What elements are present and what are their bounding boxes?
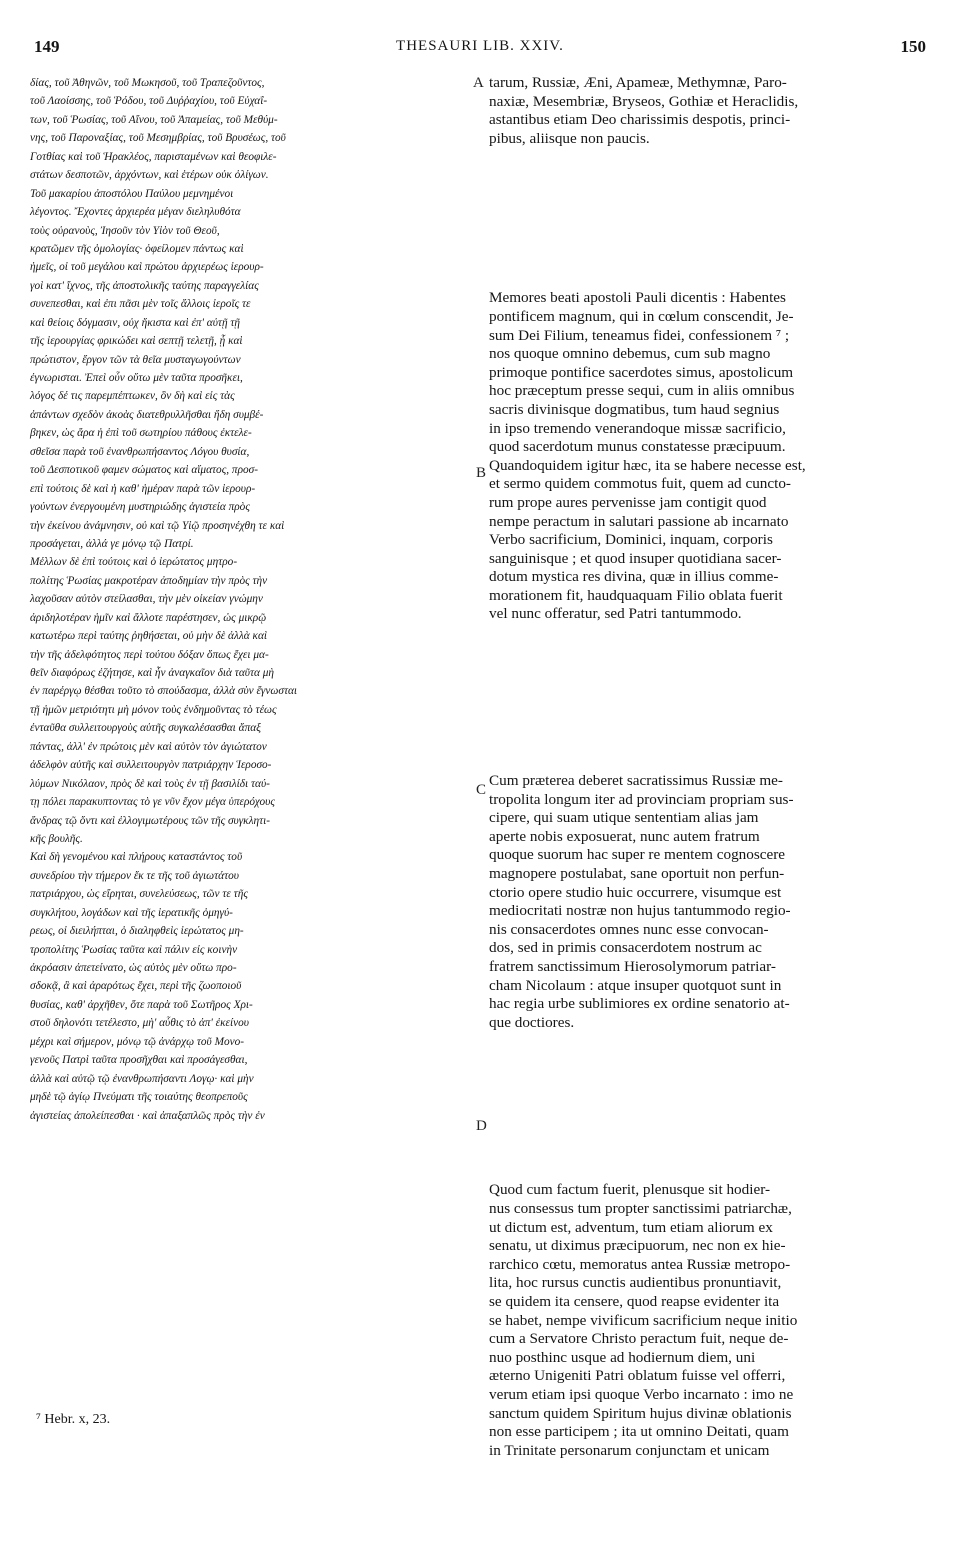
- margin-marker-c: C: [476, 782, 487, 798]
- text-line: mediocritati nostræ non hujus tantummodo regio-: [489, 902, 791, 920]
- text-line: se quidem ita censere, quod reapse evidenter ita: [489, 1292, 780, 1310]
- text-line: γενοῦς Πατρὶ ταῦτα προσῆχθαι καὶ προσάγεσθαι,: [30, 1054, 248, 1067]
- text-line: pontificem magnum, qui in cœlum conscendit, Je-: [489, 307, 794, 325]
- text-line: μηδὲ τῷ ἁγίῳ Πνεύματι τῆς τοιαύτης θεοπρεποῦς: [30, 1091, 248, 1104]
- text-line: Τοῦ μακαρίου ἀποστόλου Παύλου μεμνημένοι: [30, 187, 234, 200]
- text-line: ἀριδηλοτέραν ἡμῖν καὶ ἄλλοτε παρέστησεν, ὡς μικρῷ: [30, 611, 267, 624]
- margin-marker-d: D: [476, 1118, 487, 1134]
- text-line: συνεπεσθαι, καὶ ἐπι πᾶσι μὲν τοῖς ἄλλοις ἱεροῖς τε: [30, 298, 251, 311]
- text-line: astantibus etiam Deo charissimis despotis, princi-: [489, 111, 791, 129]
- text-line: rum prope aures pervenisse jam contigit quod: [489, 493, 767, 511]
- text-line: συγκλήτου, λογάδων καὶ τῆς ἱερατικῆς ὁμηγύ-: [30, 906, 233, 919]
- text-line: των, τοῦ Ῥωσίας, τοῦ Αἴνου, τοῦ Ἀπαμείας, τοῦ Μεθύμ-: [30, 113, 278, 126]
- text-line: Quod cum factum fuerit, plenusque sit hodier-: [489, 1181, 771, 1199]
- text-line: ἐγνωρισται. Ἐπεὶ οὖν οὕτω μὲν ταῦτα προσῆκει,: [30, 372, 243, 384]
- text-line: in ipso tremendo venerandoque missæ sacrificio,: [489, 419, 786, 437]
- text-line: lita, hoc rursus cunctis audientibus pronuntiavit,: [489, 1274, 782, 1292]
- text-line: σθεῖσα παρὰ τοῦ ἐνανθρωπήσαντος Λόγου θυσία,: [30, 445, 250, 458]
- text-line: pibus, aliisque non paucis.: [489, 129, 650, 147]
- text-line: et sermo quidem commotus fuit, quem ad cuncto-: [489, 475, 791, 493]
- text-line: nuo posthinc usque ad hodiernum diem, uni: [489, 1348, 756, 1366]
- text-line: ἁγιστείας ἀπολείπεσθαι · καὶ ἁπαξαπλῶς πρὸς τὴν ἐν: [30, 1109, 265, 1122]
- text-line: νης, τοῦ Παροναξίας, τοῦ Μεσημβρίας, τοῦ Βρυσέως, τοῦ: [30, 132, 286, 145]
- text-line: hoc præceptum presse sequi, cum in aliis omnibus: [489, 382, 795, 400]
- latin-column: [489, 74, 919, 1460]
- text-line: quoque suorum hac super re mentem cognoscere: [489, 846, 786, 864]
- text-line: morationem fit, haudquaquam Filio oblata fuerit: [489, 586, 783, 604]
- text-line: στάτων δεσποτῶν, ἀρχόντων, καὶ ἑτέρων οὐκ ὀλίγων.: [30, 169, 269, 182]
- text-line: primoque pontifice sacerdotes simus, apostolicum: [489, 363, 794, 381]
- text-line: verum etiam ipsi quoque Verbo incarnato : imo ne: [489, 1385, 794, 1403]
- text-line: πρώτιστον, ἔργον τῶν τὰ θεῖα μυσταγωγούντων: [30, 353, 241, 366]
- text-line: τοῦ Λαοίσσης, τοῦ Ῥόδου, τοῦ Δυῤῥαχίου, τοῦ Εὐχαΐ-: [30, 95, 268, 108]
- text-line: cham Nicolaum : atque insuper quotquot sunt in: [489, 976, 782, 994]
- text-line: ctorio opere studio huic occurrere, visumque est: [489, 883, 782, 901]
- text-line: κῆς βουλῆς.: [30, 832, 83, 845]
- text-line: nos quoque omnino debemus, cum sub magno: [489, 345, 771, 363]
- text-line: sanctum quidem Spiritum hujus divinæ oblationis: [489, 1404, 792, 1422]
- text-line: λόγος δέ τις παρεμπέπτωκεν, ὃν δὴ καὶ εἰς τὰς: [30, 390, 235, 403]
- text-line: nempe peractum in salutari passione ab incarnato: [489, 512, 789, 530]
- text-line: ἡμεῖς, οἱ τοῦ μεγάλου καὶ πρώτου ἀρχιερέως ἱερουρ-: [30, 261, 264, 274]
- greek-paragraph-4: [30, 848, 470, 1125]
- margin-marker-b: B: [476, 465, 487, 481]
- text-line: Cum præterea deberet sacratissimus Russiæ me-: [489, 772, 783, 790]
- text-line: σδοκᾷ, ἃ καὶ ἀραρότως ἔχει, περὶ τῆς ζωοποιοῦ: [30, 980, 242, 993]
- text-line: θυσίας, καθ' ἀρχῆθεν, ὅτε παρὰ τοῦ Σωτῆρος Χρι-: [30, 998, 253, 1011]
- text-line: æterno Unigeniti Patri oblatum fuisse vel offerri,: [489, 1367, 786, 1385]
- text-line: sanguinisque ; et quod insuper quotidiana sacer-: [489, 549, 782, 567]
- text-line: επὶ τούτοις δὲ καὶ ἡ καθ' ἡμέραν παρὰ τῶν ἱερουρ-: [30, 482, 256, 495]
- text-line: ἐνταῦθα συλλειτουργοὺς αὐτῆς συγκαλέσασθαι ἅπαξ: [30, 722, 261, 735]
- text-line: Memores beati apostoli Pauli dicentis : Habentes: [489, 289, 786, 307]
- text-line: in Trinitate personarum conjunctam et unicam: [489, 1441, 770, 1459]
- text-line: non esse participem ; ita ut omnino Deitati, quam: [489, 1423, 789, 1441]
- latin-paragraph-1: [489, 74, 919, 148]
- text-line: cum a Servatore Christo peractum fuit, neque de-: [489, 1330, 789, 1348]
- text-line: ἁπάντων σχεδὸν ἀκοὰς διατεθρυλλῆσθαι ἤδη συμβέ-: [30, 408, 264, 421]
- text-line: καὶ θείοις δόγμασιν, οὐχ ἥκιστα καὶ ἐπ' αὐτῇ τῇ: [30, 316, 241, 329]
- text-line: vel nunc offeratur, sed Patri tantummodo.: [489, 605, 742, 623]
- text-line: δίας, τοῦ Ἀθηνῶν, τοῦ Μωκησοῦ, τοῦ Τραπεζοῦντος,: [30, 77, 265, 89]
- text-line: τῆς ἱερουργίας φρικώδει καὶ σεπτῇ τελετῇ, ᾗ καὶ: [30, 335, 243, 348]
- text-line: μέχρι καὶ σήμερον, μόνῳ τῷ ἀνάρχῳ τοῦ Μονο-: [30, 1035, 245, 1048]
- text-line: προσάγεται, ἀλλά γε μόνῳ τῷ Πατρί.: [30, 537, 194, 550]
- text-line: nus consessus tum propter sanctissimi patriarchæ,: [489, 1199, 792, 1217]
- text-line: λέγοντος. Ἔχοντες ἀρχιερέα μέγαν διεληλυθότα: [30, 206, 241, 219]
- latin-paragraph-2: [489, 289, 919, 624]
- text-line: στοῦ δηλονότι τετέλεστο, μὴ' αὖθις τὸ ἀπ' ἐκείνου: [30, 1017, 249, 1030]
- text-line: tropolita longum iter ad provinciam propriam sus-: [489, 790, 794, 808]
- text-line: dotum mystica res divina, quæ in illius comme-: [489, 568, 779, 586]
- text-line: magnopere postulabat, sane oportuit non perfun-: [489, 865, 785, 883]
- text-line: quod sacerdotum munus constatesse præcipuum.: [489, 438, 786, 456]
- text-line: γοὶ κατ' ἴχνος, τῆς ἀποστολικῆς ταύτης παραγγελίας: [30, 279, 259, 292]
- text-line: τοὺς οὐρανοὺς, Ἰησοῦν τὸν Υἱὸν τοῦ Θεοῦ,: [30, 224, 220, 237]
- text-line: τοῦ Δεσποτικοῦ φαμεν σώματος καὶ αἵματος, προσ-: [30, 464, 258, 477]
- latin-paragraph-4: [489, 1181, 919, 1460]
- text-line: aperte nobis exposuerat, nunc autem fratrum: [489, 827, 760, 845]
- text-line: que doctiores.: [489, 1013, 575, 1031]
- text-line: τὴν τῆς ἀδελφότητος περὶ τούτου δόξαν ὅπως ἔχει μα-: [30, 648, 269, 661]
- text-line: ἐν παρέργῳ θέσθαι τοῦτο τὸ σπούδασμα, ἀλλὰ σὺν ἔγνωσται: [30, 685, 298, 698]
- text-line: Μέλλων δὲ ἐπὶ τούτοις καὶ ὁ ἱερώτατος μητρο-: [30, 556, 238, 569]
- greek-paragraph-3: [30, 553, 470, 848]
- text-line: θεῖν διαφόρως ἐζήτησε, καὶ ἦν ἀναγκαῖον διὰ ταῦτα μὴ: [30, 667, 275, 679]
- page-number-right: 150: [900, 37, 926, 56]
- text-line: ut dictum est, adventum, tum etiam aliorum ex: [489, 1218, 773, 1236]
- text-line: πάντας, ἀλλ' ἐν πρώτοις μὲν καὶ αὐτὸν τὸν ἁγιώτατον: [30, 740, 267, 753]
- greek-paragraph-2: [30, 185, 470, 554]
- text-line: tarum, Russiæ, Æni, Apameæ, Methymnæ, Paro-: [489, 74, 787, 91]
- text-line: Καὶ δὴ γενομένου καὶ πλήρους καταστάντος τοῦ: [30, 851, 243, 864]
- text-line: λαχοῦσαν αὐτὸν στείλασθαι, τὴν μὲν οἰκείαν γνώμην: [30, 593, 263, 606]
- text-line: cipere, qui suam utique sententiam alias jam: [489, 809, 759, 827]
- text-line: πατριάρχου, ὡς εἴρηται, συνελεύσεως, τῶν τε τῆς: [30, 888, 248, 901]
- text-line: fratrem sanctissimum Hierosolymorum patriar-: [489, 958, 776, 975]
- text-line: ἀλλὰ καὶ αὐτῷ τῷ ἐνανθρωπήσαντι Λογῳ· καὶ μὴν: [30, 1072, 254, 1085]
- text-line: ἀδελφὸν αὐτῆς καὶ συλλειτουργὸν πατριάρχην Ἱεροσο-: [30, 759, 272, 772]
- text-line: nis consacerdotes omnes nunc esse convocan-: [489, 920, 769, 938]
- text-line: se habet, nempe vivificum sacrificium neque initio: [489, 1311, 798, 1329]
- text-line: ἄνδρας τῷ ὄντι καὶ ἐλλογιμωτέρους τῶν τῆς συγκλητι-: [30, 814, 271, 827]
- text-line: τῃ πόλει παρακυπτοντας τὸ γε νῦν ἔχον μέγα ὑπερόχους: [30, 796, 275, 809]
- footnote: ⁷ Hebr. x, 23.: [36, 1412, 111, 1427]
- margin-marker-a: A: [473, 75, 484, 91]
- text-line: Quandoquidem igitur hæc, ita se habere necesse est,: [489, 456, 806, 474]
- text-line: sacris divinisque dogmatibus, tum haud segnius: [489, 400, 780, 418]
- running-title: THESAURI LIB. XXIV.: [396, 38, 564, 54]
- text-line: συνεδρίου τὴν τήμερον ἔκ τε τῆς τοῦ ἁγιωτάτου: [30, 869, 239, 882]
- text-line: naxiæ, Mesembriæ, Bryseos, Gothiæ et Heraclidis,: [489, 92, 799, 110]
- text-line: βηκεν, ὡς ἄρα ἡ ἐπὶ τοῦ σωτηρίου πάθους ἐκτελε-: [30, 427, 252, 440]
- latin-paragraph-3: [489, 772, 919, 1032]
- text-line: λύμων Νικόλαον, πρὸς δὲ καὶ τοὺς ἐν τῇ βασιλίδι ταύ-: [30, 777, 270, 790]
- text-line: rarchico cœtu, memoratus antea Russiæ metropo-: [489, 1255, 791, 1273]
- text-line: τροπολίτης Ῥωσίας ταῦτα καὶ πάλιν εἰς κοινὴν: [30, 943, 238, 956]
- text-line: Verbo sacrificium, Dominici, inquam, corporis: [489, 531, 773, 549]
- page-number-left: 149: [34, 37, 60, 56]
- greek-paragraph-1: [30, 74, 470, 185]
- page-header: [34, 37, 926, 61]
- text-line: πολίτης Ῥωσίας μακροτέραν ἀποδημίαν τὴν πρὸς τὴν: [30, 574, 268, 587]
- text-line: τῇ ἡμῶν μετριότητι μὴ μόνον τοὺς ἐνδημοῦντας τὸ τέως: [30, 703, 277, 716]
- text-line: ἀκρόασιν ἀπετείνατο, ὡς αὐτὸς μὲν οὕτω προ-: [30, 962, 237, 974]
- text-line: κρατῶμεν τῆς ὁμολογίας· ὀφείλομεν πάντως καὶ: [30, 242, 244, 255]
- greek-column: [30, 74, 470, 1125]
- text-line: γούντων ἐνεργουμένη μυστηριώδης ἁγιστεία πρὸς: [30, 501, 250, 514]
- text-line: sum Dei Filium, teneamus fidei, confessionem ⁷ ;: [489, 326, 790, 344]
- text-line: senatu, ut diximus præcipuorum, nec non ex hie-: [489, 1237, 786, 1255]
- text-line: ρεως, οἱ διειλήπται, ὁ διαληφθεὶς ἱερώτατος μη-: [30, 925, 244, 938]
- text-line: τὴν ἐκείνου ἀνάμνησιν, οὐ καὶ τῷ Υἱῷ προσηνέχθη τε καὶ: [30, 519, 285, 532]
- text-line: κατωτέρω περὶ ταύτης ῥηθήσεται, οὐ μὴν δὲ ἀλλὰ καὶ: [30, 630, 268, 643]
- text-line: hac regia urbe sublimiores ex ordine senatorio at-: [489, 995, 790, 1013]
- text-line: dos, sed in primis consacerdotem nostrum ac: [489, 939, 762, 957]
- text-line: Γοτθίας καὶ τοῦ Ἡρακλέος, παρισταμένων καὶ θεοφιλε-: [30, 150, 277, 163]
